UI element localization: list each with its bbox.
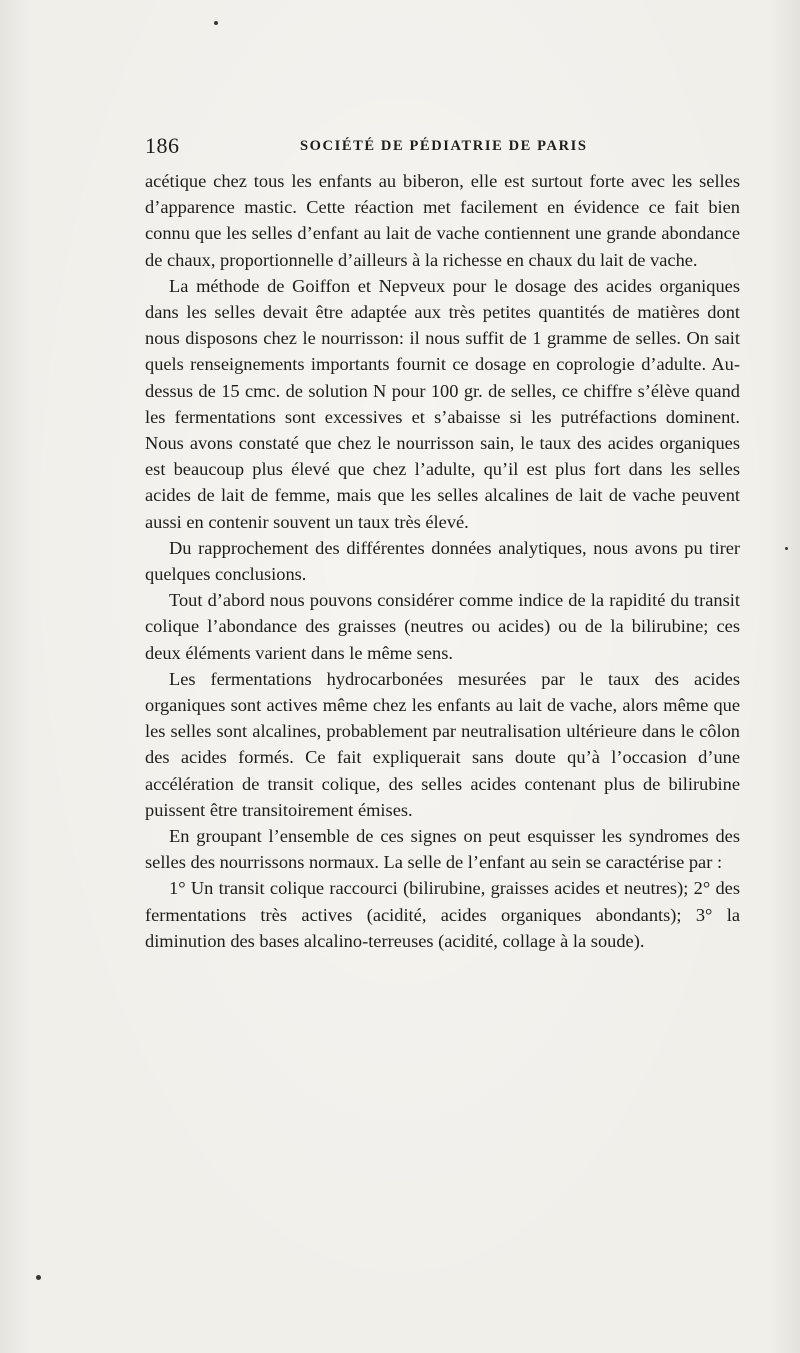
print-speck — [785, 547, 788, 550]
body-text — [145, 168, 740, 954]
paragraph-7: 1° Un transit colique raccourci (bilirubine, graisses acides et neutres); 2° des fermentations très actives (acidité, acides organiques abondants); 3° la diminution des bases alcalino-terreuses (acidité, collage à la soude). — [145, 878, 740, 951]
print-speck — [36, 1275, 41, 1280]
print-speck — [214, 21, 218, 25]
paragraph-5: Les fermentations hydrocarbonées mesurées par le taux des acides organiques sont actives même chez les enfants au lait de vache, alors même que les selles sont alcalines, probablement par neutralisation ultérieure dans le côlon des acides formés. Ce fait expliquerait sans doute qu’à l’occasion d’une accélération de transit colique, des selles acides contenant plus de bilirubine puissent être transitoirement émises. — [145, 668, 740, 820]
paragraph-4: Tout d’abord nous pouvons considérer comme indice de la rapidité du transit colique l’abondance des graisses (neutres ou acides) ou de la bilirubine; ces deux éléments varient dans le même sens. — [145, 590, 740, 663]
paragraph-6: En groupant l’ensemble de ces signes on peut esquisser les syndromes des selles des nourrissons normaux. La selle de l’enfant au sein se caractérise par : — [145, 826, 740, 873]
paragraph-3: Du rapprochement des différentes données analytiques, nous avons pu tirer quelques conclusions. — [145, 537, 740, 585]
paragraph-2: La méthode de Goiffon et Nepveux pour le dosage des acides organiques dans les selles devait être adaptée aux très petites quantités de matières dont nous disposons chez le nourrisson: il nous suffit de 1 gramme de selles. On sait quels renseignements importants fournit ce dosage en coprologie d’adulte. Au-dessus de 15 cmc. de solution N pour 100 gr. de selles, ce chiffre s’élève quand les fermentations sont excessives et s’abaisse si les putréfactions dominent. Nous avons constaté que chez le nourrisson sain, le taux des acides organiques est beaucoup plus élevé que chez l’adulte, qu’il est plus fort dans les selles acides de lait de femme, mais que les selles alcalines de lait de vache peuvent aussi en contenir souvent un taux très élevé. — [145, 275, 740, 532]
page-number: 186 — [145, 133, 180, 158]
paragraph-1: acétique chez tous les enfants au biberon, elle est surtout forte avec les selles d’apparence mastic. Cette réaction met facilement en évidence ce fait bien connu que les selles d’enfant au lait de vache contiennent une grande abondance de chaux, proportionnelle d’ailleurs à la richesse en chaux du lait de vache. — [145, 171, 740, 270]
page-header — [145, 133, 740, 163]
running-head: SOCIÉTÉ DE PÉDIATRIE DE PARIS — [300, 138, 588, 154]
